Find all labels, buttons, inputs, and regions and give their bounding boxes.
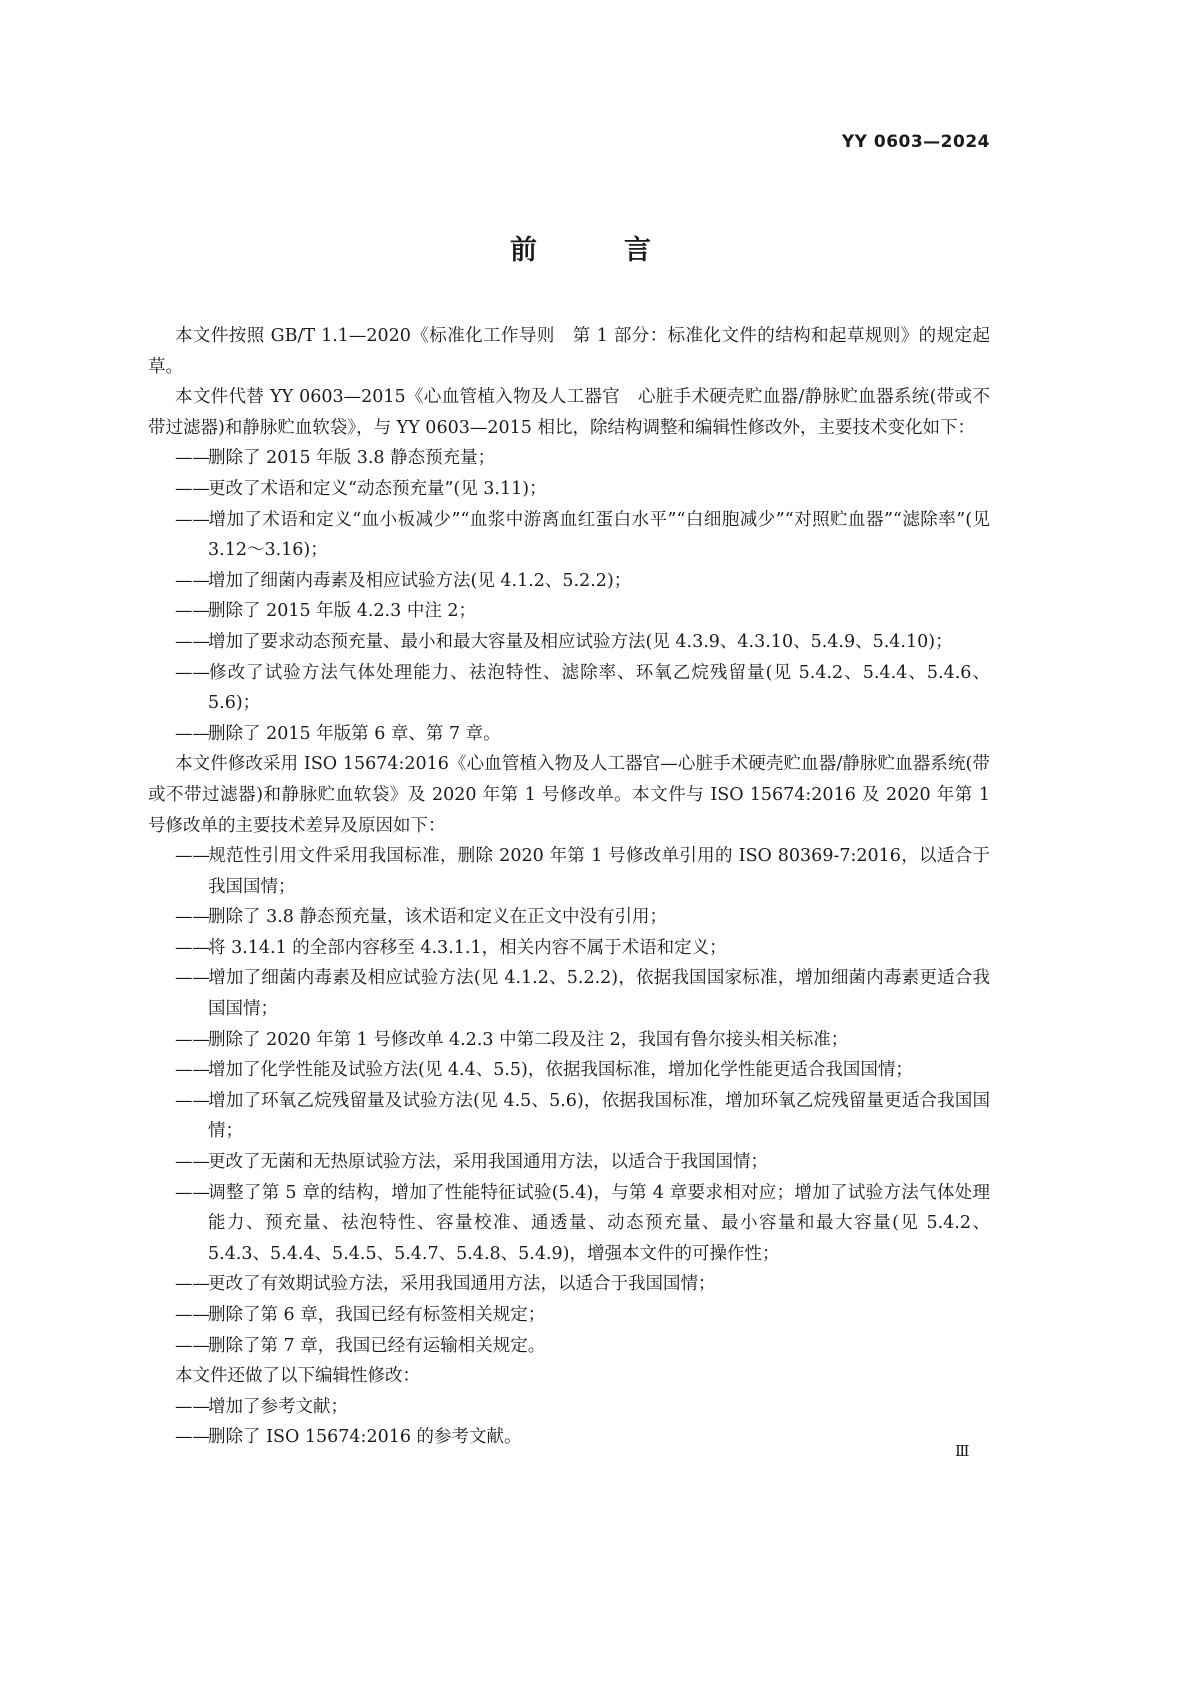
- text: 删除了 2015 年版第 6 章、第 7 章。: [208, 723, 501, 744]
- list-dash: ——: [175, 1305, 210, 1325]
- text: 更改了术语和定义“动态预充量”(见 3.11)；: [208, 478, 547, 499]
- list-item: [148, 1269, 990, 1300]
- text: 修改了试验方法气体处理能力、祛泡特性、滤除率、环氧乙烷残留量(见 5.4.2、5.4.4、5.4.6、5.6)；: [208, 662, 990, 714]
- list-dash: ——: [175, 1029, 210, 1050]
- text: 增加了化学性能及试验方法(见 4.4、5.5)，依据我国标准，增加化学性能更适合我国国情；: [208, 1060, 913, 1081]
- list-dash: ——: [175, 907, 210, 928]
- list-item: [148, 1055, 990, 1086]
- document-number-header: YY 0603—2024: [841, 132, 990, 152]
- list-item: [148, 719, 990, 750]
- page-title: 前 言: [510, 235, 681, 266]
- list-item: [148, 1147, 990, 1178]
- foreword-body: [148, 321, 990, 1453]
- text: 删除了 ISO 15674:2016 的参考文献。: [208, 1427, 522, 1448]
- paragraph: [148, 382, 990, 443]
- list-item: [148, 566, 990, 597]
- list-item: [148, 963, 990, 1024]
- list-item: [148, 443, 990, 474]
- list-dash: ——: [175, 1274, 210, 1295]
- list-dash: ——: [175, 570, 210, 591]
- page-number: Ⅲ: [955, 1442, 970, 1460]
- text: 删除了第 7 章，我国已经有运输相关规定。: [208, 1335, 546, 1356]
- list-dash: ——: [175, 662, 210, 683]
- list-item: [148, 933, 990, 964]
- text: 本文件还做了以下编辑性修改：: [175, 1366, 420, 1387]
- paragraph: [148, 749, 990, 841]
- text: 将 3.14.1 的全部内容移至 4.3.1.1，相关内容不属于术语和定义；: [208, 937, 727, 958]
- text: 更改了有效期试验方法，采用我国通用方法，以适合于我国国情；: [208, 1274, 716, 1295]
- text: 本文件修改采用 ISO 15674:2016《心血管植入物及人工器官—心脏手术硬壳贮血器/静脉贮血器系统(带或不带过滤器)和静脉贮血软袋》及 2020 年第 1 号修改单。本文件与 ISO 15674:2016 及 2020 年第 1 号修改单的主要技术差异及原因如下：: [148, 754, 990, 836]
- text: 增加了要求动态预充量、最小和最大容量及相应试验方法(见 4.3.9、4.3.10、5.4.9、5.4.10)；: [208, 631, 953, 652]
- list-item: [148, 1300, 990, 1331]
- list-dash: ——: [175, 1427, 210, 1448]
- text: 删除了 2015 年版 4.2.3 中注 2；: [208, 601, 477, 622]
- text: 删除了 2015 年版 3.8 静态预充量；: [208, 448, 496, 469]
- list-dash: ——: [175, 478, 210, 499]
- list-dash: ——: [175, 1182, 210, 1203]
- text: 调整了第 5 章的结构，增加了性能特征试验(5.4)，与第 4 章要求相对应；增加了试验方法气体处理能力、预充量、祛泡特性、容量校准、通透量、动态预充量、最小容量和最大容量(见 5.4.2、5.4.3、5.4.4、5.4.5、5.4.7、5.4.8、5.4.9)，增强本文件的可操作性；: [208, 1182, 990, 1264]
- list-item: [148, 1025, 990, 1056]
- text: 增加了细菌内毒素及相应试验方法(见 4.1.2、5.2.2)，依据我国国家标准，增加细菌内毒素更适合我国国情；: [208, 968, 990, 1020]
- list-dash: ——: [175, 968, 210, 989]
- list-dash: ——: [175, 937, 210, 958]
- text: 更改了无菌和无热原试验方法，采用我国通用方法，以适合于我国国情；: [208, 1152, 768, 1173]
- text: 删除了 3.8 静态预充量，该术语和定义在正文中没有引用；: [208, 907, 667, 928]
- list-dash: ——: [175, 448, 210, 469]
- list-dash: ——: [175, 631, 210, 652]
- list-dash: ——: [175, 601, 210, 622]
- text: 增加了术语和定义“血小板减少”“血浆中游离血红蛋白水平”“白细胞减少”“对照贮血器”“滤除率”(见 3.12～3.16)；: [208, 509, 990, 561]
- list-dash: ——: [175, 1152, 210, 1173]
- list-dash: ——: [175, 846, 210, 867]
- list-item: [148, 1392, 990, 1423]
- text: 增加了参考文献；: [208, 1396, 348, 1417]
- paragraph: [148, 1361, 990, 1392]
- list-dash: ——: [175, 509, 210, 530]
- list-dash: ——: [175, 723, 210, 744]
- list-dash: ——: [175, 1335, 210, 1356]
- list-item: [148, 1422, 990, 1453]
- list-item: [148, 627, 990, 658]
- text: 增加了细菌内毒素及相应试验方法(见 4.1.2、5.2.2)；: [208, 570, 632, 591]
- text: 删除了 2020 年第 1 号修改单 4.2.3 中第二段及注 2，我国有鲁尔接头相关标准；: [208, 1029, 849, 1050]
- list-item: [148, 474, 990, 505]
- list-dash: ——: [175, 1090, 210, 1111]
- text: 增加了环氧乙烷残留量及试验方法(见 4.5、5.6)，依据我国标准，增加环氧乙烷残留量更适合我国国情；: [208, 1090, 990, 1142]
- list-item: [148, 1178, 990, 1270]
- text: 规范性引用文件采用我国标准，删除 2020 年第 1 号修改单引用的 ISO 80369-7:2016，以适合于我国国情；: [208, 846, 990, 897]
- list-item: [148, 658, 990, 719]
- paragraph: [148, 321, 990, 382]
- text: 删除了第 6 章，我国已经有标签相关规定；: [208, 1305, 546, 1325]
- list-item: [148, 1331, 990, 1362]
- list-dash: ——: [175, 1396, 210, 1417]
- text: 本文件按照 GB/T 1.1—2020《标准化工作导则 第 1 部分：标准化文件的结构和起草规则》的规定起草。: [148, 326, 990, 377]
- list-item: [148, 596, 990, 627]
- list-item: [148, 1086, 990, 1147]
- list-item: [148, 841, 990, 902]
- text: 本文件代替 YY 0603—2015《心血管植入物及人工器官 心脏手术硬壳贮血器/静脉贮血器系统(带或不带过滤器)和静脉贮血软袋》，与 YY 0603—2015 相比，除结构调整和编辑性修改外，主要技术变化如下：: [148, 387, 990, 438]
- list-item: [148, 902, 990, 933]
- list-item: [148, 505, 990, 566]
- list-dash: ——: [175, 1060, 210, 1081]
